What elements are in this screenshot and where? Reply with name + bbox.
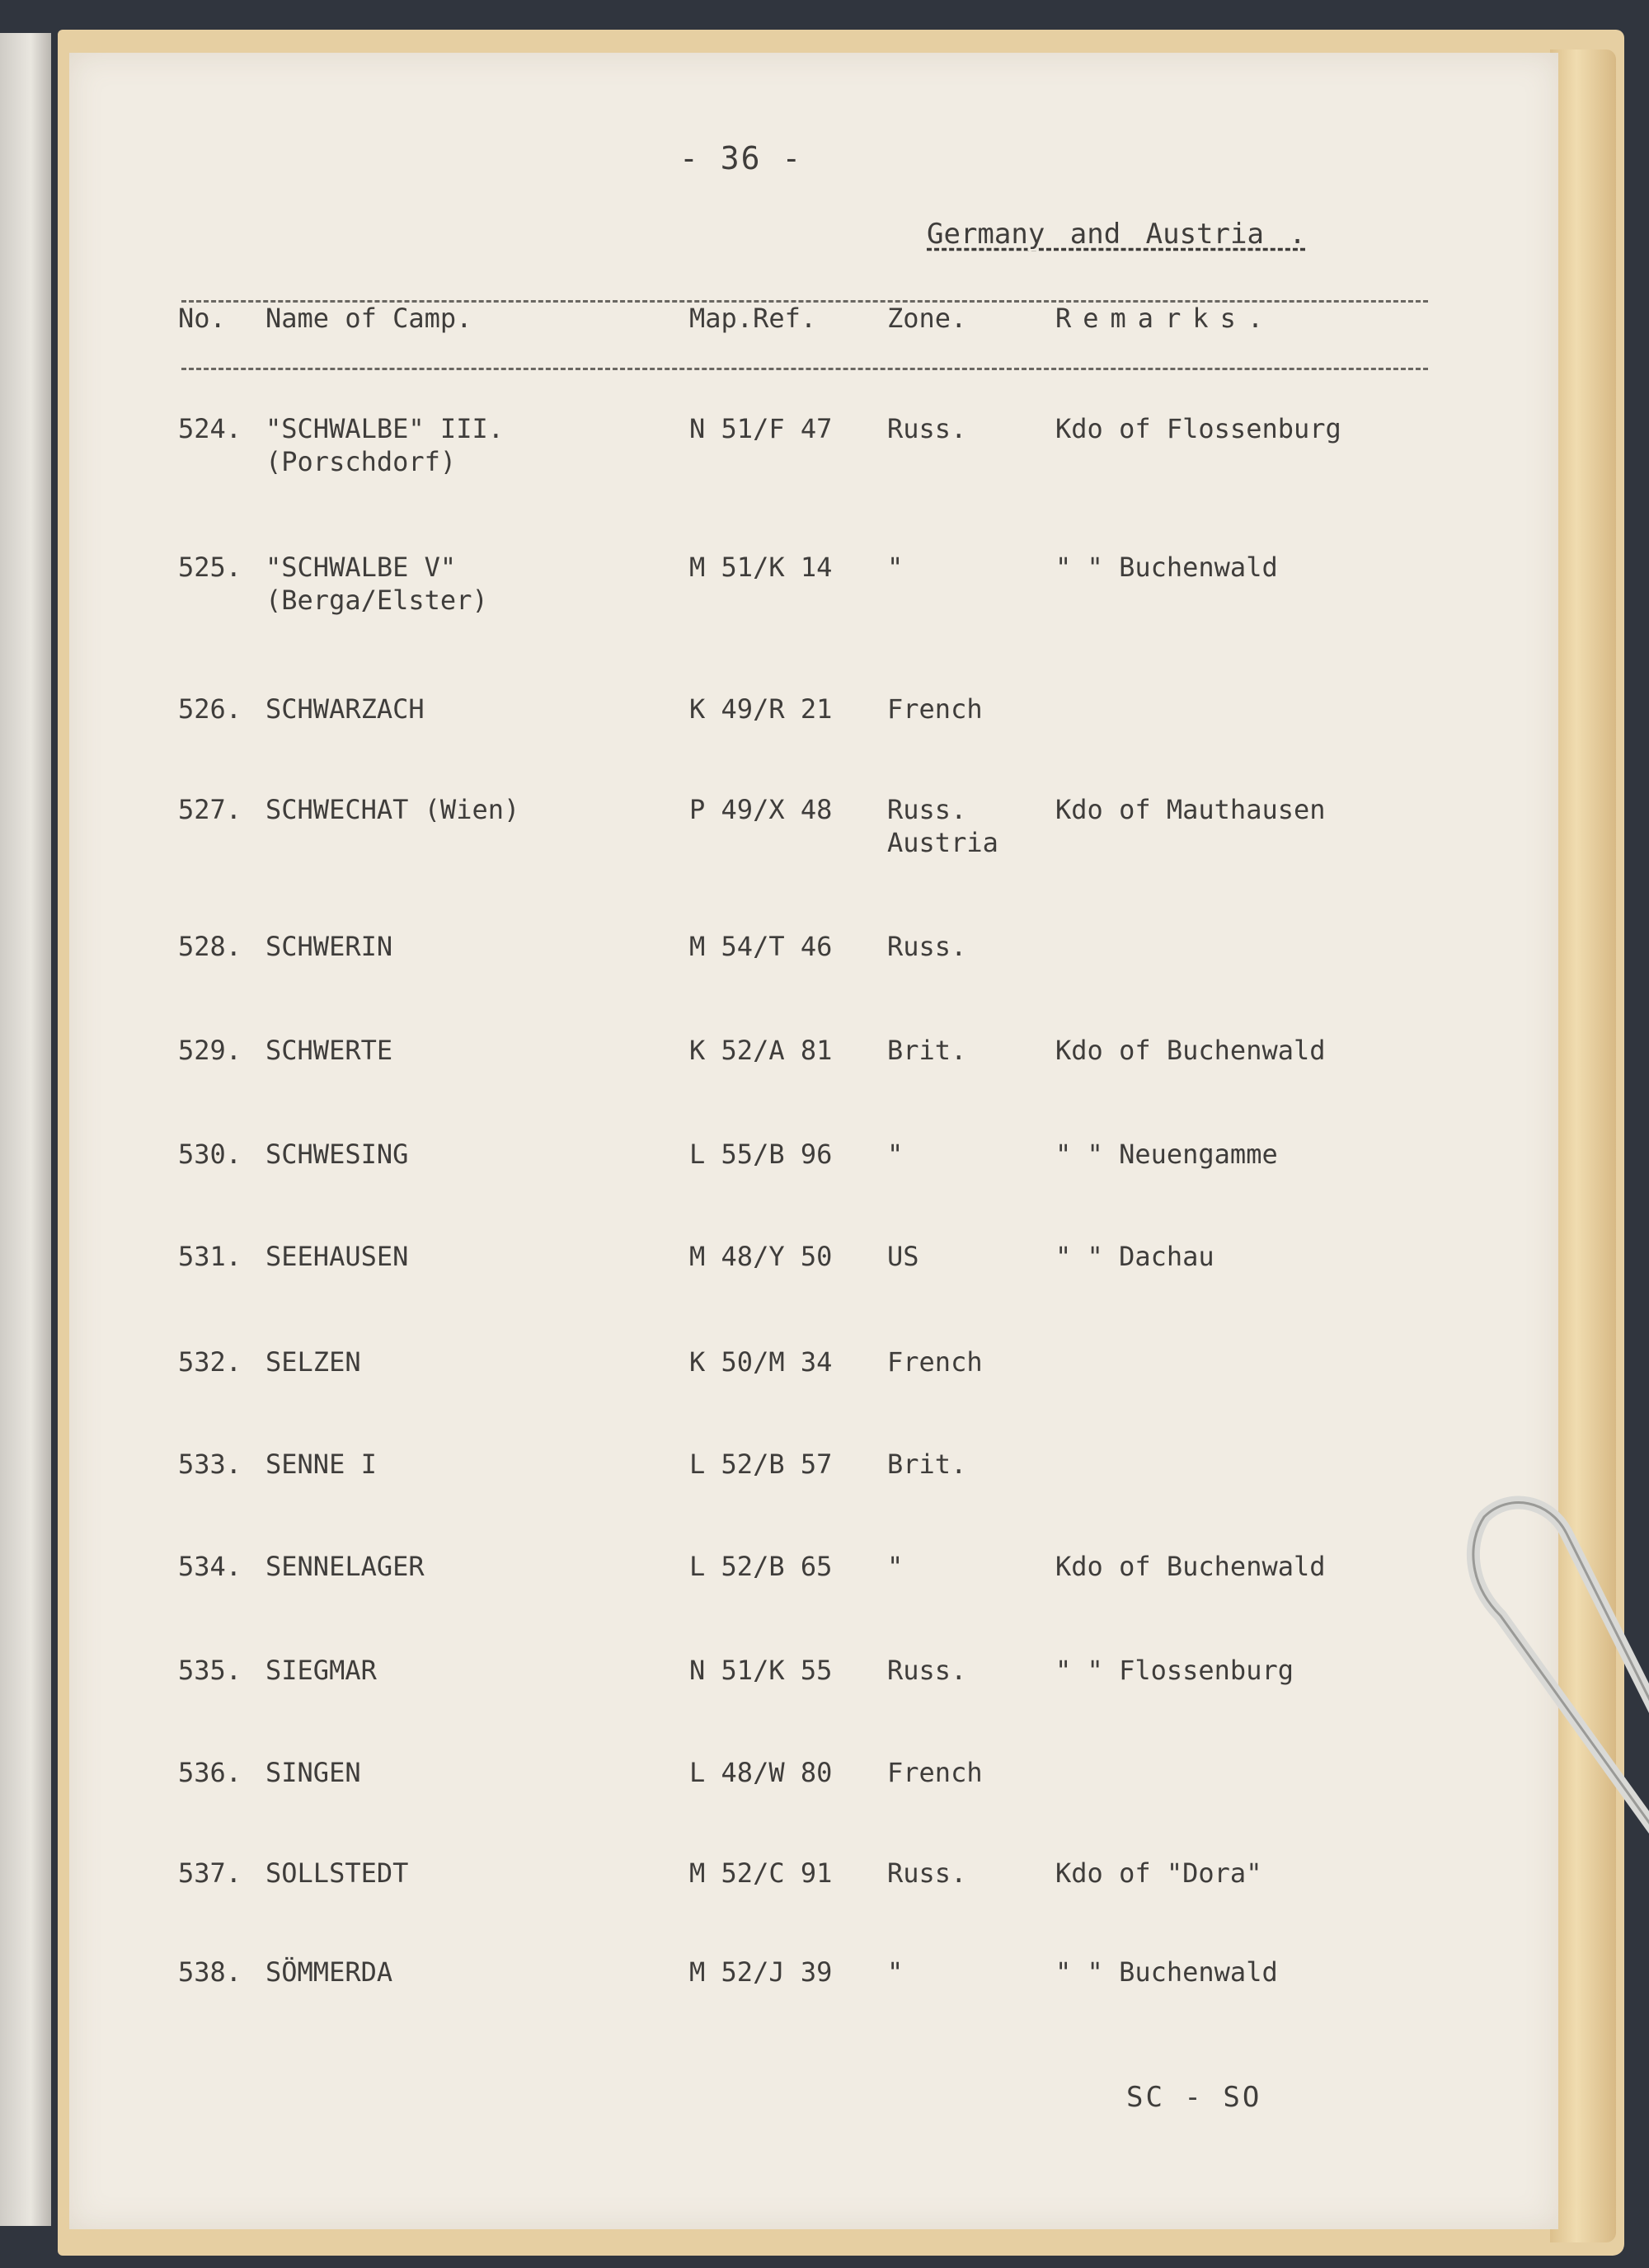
camp-name-text: SCHWECHAT (Wien): [265, 794, 520, 825]
camp-name: [265, 793, 694, 826]
camp-name-text: SOLLSTEDT: [265, 1857, 409, 1889]
header-bottom-rule: [181, 368, 1428, 370]
map-reference-text: L 48/W 80: [689, 1757, 833, 1788]
row-number: [178, 412, 242, 445]
zone-text: Russ.: [887, 794, 967, 825]
footer-code: SC - SO: [1126, 2081, 1262, 2114]
remarks-text: " " Buchenwald: [1055, 552, 1278, 583]
zone-text: ": [887, 1139, 904, 1170]
zone-text: French: [887, 693, 983, 725]
zone: [887, 1138, 1052, 1171]
zone: [887, 551, 1052, 584]
adjacent-page-edge: [0, 33, 51, 2226]
zone: [887, 1345, 1052, 1378]
camp-name: [265, 1857, 694, 1890]
zone: [887, 1756, 1052, 1789]
remarks-text: Kdo of "Dora": [1055, 1857, 1262, 1889]
map-reference-text: M 54/T 46: [689, 931, 833, 962]
row-number: [178, 1857, 242, 1890]
camp-name: [265, 1956, 694, 1989]
remarks: [1055, 551, 1484, 584]
remarks: [1055, 1654, 1484, 1687]
row-number-text: 534.: [178, 1551, 242, 1582]
remarks: [1055, 412, 1484, 445]
zone: [887, 412, 1052, 445]
remarks: [1055, 1034, 1484, 1067]
row-number: [178, 1956, 242, 1989]
remarks: [1055, 1550, 1484, 1583]
zone: [887, 930, 1052, 963]
row-number: [178, 1448, 242, 1481]
paperclip-icon: [1451, 1492, 1649, 1987]
camp-name-text: SENNE I: [265, 1449, 377, 1480]
zone-text: French: [887, 1757, 983, 1788]
camp-name: [265, 1550, 694, 1583]
row-number-text: 537.: [178, 1857, 242, 1889]
map-reference: [689, 551, 871, 584]
header-remarks: Remarks.: [1055, 303, 1276, 334]
remarks: [1055, 1240, 1484, 1273]
map-reference: [689, 930, 871, 963]
row-number: [178, 551, 242, 584]
zone: [887, 693, 1052, 725]
zone-text: Brit.: [887, 1449, 967, 1480]
row-number-text: 524.: [178, 413, 242, 444]
camp-name-text: "SCHWALBE" III.: [265, 413, 504, 444]
zone: [887, 1448, 1052, 1481]
row-number-text: 536.: [178, 1757, 242, 1788]
row-number: [178, 1345, 242, 1378]
camp-name: [265, 1756, 694, 1789]
map-reference-text: L 52/B 57: [689, 1449, 833, 1480]
camp-name: [265, 930, 694, 963]
remarks-text: Kdo of Buchenwald: [1055, 1035, 1326, 1066]
map-reference: [689, 1240, 871, 1273]
remarks-text: " " Flossenburg: [1055, 1655, 1294, 1686]
map-reference-text: M 52/C 91: [689, 1857, 833, 1889]
map-reference-text: M 51/K 14: [689, 552, 833, 583]
zone: [887, 1034, 1052, 1067]
zone: [887, 1654, 1052, 1687]
zone-text: ": [887, 1551, 904, 1582]
row-number-text: 529.: [178, 1035, 242, 1066]
camp-name-text: SÖMMERDA: [265, 1956, 393, 1988]
remarks-text: Kdo of Mauthausen: [1055, 794, 1326, 825]
map-reference: [689, 1654, 871, 1687]
map-reference: [689, 1550, 871, 1583]
map-reference-text: K 49/R 21: [689, 693, 833, 725]
zone-text: Brit.: [887, 1035, 967, 1066]
camp-name-text: "SCHWALBE V": [265, 552, 457, 583]
header-zone: Zone.: [887, 303, 967, 334]
camp-name-text: SIEGMAR: [265, 1655, 377, 1686]
map-reference-text: N 51/K 55: [689, 1655, 833, 1686]
row-number-text: 528.: [178, 931, 242, 962]
camp-name: [265, 1654, 694, 1687]
zone-text: ": [887, 552, 904, 583]
remarks-text: Kdo of Flossenburg: [1055, 413, 1341, 444]
zone-second-line: Austria: [887, 827, 998, 858]
map-reference-text: P 49/X 48: [689, 794, 833, 825]
camp-name: [265, 693, 694, 725]
row-number-text: 535.: [178, 1655, 242, 1686]
zone-text: ": [887, 1956, 904, 1988]
row-number-text: 538.: [178, 1956, 242, 1988]
row-number-text: 533.: [178, 1449, 242, 1480]
camp-name-text: SENNELAGER: [265, 1551, 425, 1582]
zone-text: US: [887, 1241, 919, 1272]
remarks-text: " " Neuengamme: [1055, 1139, 1278, 1170]
camp-name-second-line: (Berga/Elster): [265, 585, 488, 616]
map-reference-text: L 55/B 96: [689, 1139, 833, 1170]
map-reference: [689, 1956, 871, 1989]
zone: [887, 1956, 1052, 1989]
camp-name-second-line: (Porschdorf): [265, 446, 457, 477]
row-number: [178, 930, 242, 963]
header-map-ref: Map.Ref.: [689, 303, 817, 334]
zone: [887, 793, 1052, 859]
row-number: [178, 1138, 242, 1171]
header-name: Name of Camp.: [265, 303, 472, 334]
remarks: [1055, 1956, 1484, 1989]
row-number: [178, 1550, 242, 1583]
map-reference-text: K 52/A 81: [689, 1035, 833, 1066]
camp-name-text: SELZEN: [265, 1346, 361, 1378]
camp-name-text: SCHWERIN: [265, 931, 393, 962]
map-reference-text: L 52/B 65: [689, 1551, 833, 1582]
camp-name: [265, 1448, 694, 1481]
remarks-text: " " Buchenwald: [1055, 1956, 1278, 1988]
camp-name: [265, 1345, 694, 1378]
camp-name-text: SCHWESING: [265, 1139, 409, 1170]
map-reference-text: N 51/F 47: [689, 413, 833, 444]
zone-text: Russ.: [887, 1655, 967, 1686]
map-reference: [689, 1857, 871, 1890]
remarks: [1055, 1857, 1484, 1890]
zone-text: Russ.: [887, 931, 967, 962]
page-number: - 36 -: [679, 140, 803, 176]
map-reference-text: M 52/J 39: [689, 1956, 833, 1988]
zone: [887, 1550, 1052, 1583]
zone: [887, 1240, 1052, 1273]
camp-name-text: SEEHAUSEN: [265, 1241, 409, 1272]
camp-name-text: SCHWARZACH: [265, 693, 425, 725]
map-reference: [689, 412, 871, 445]
row-number-text: 526.: [178, 693, 242, 725]
zone: [887, 1857, 1052, 1890]
map-reference: [689, 793, 871, 826]
row-number-text: 530.: [178, 1139, 242, 1170]
camp-name-text: SINGEN: [265, 1757, 361, 1788]
zone-text: Russ.: [887, 413, 967, 444]
camp-name: [265, 1034, 694, 1067]
map-reference: [689, 1034, 871, 1067]
remarks-text: Kdo of Buchenwald: [1055, 1551, 1326, 1582]
header-no: No.: [178, 303, 226, 334]
map-reference: [689, 1756, 871, 1789]
map-reference: [689, 1448, 871, 1481]
row-number: [178, 793, 242, 826]
zone-text: French: [887, 1346, 983, 1378]
row-number: [178, 1034, 242, 1067]
zone-text: Russ.: [887, 1857, 967, 1889]
row-number: [178, 1654, 242, 1687]
row-number-text: 525.: [178, 552, 242, 583]
remarks-text: " " Dachau: [1055, 1241, 1214, 1272]
map-reference-text: M 48/Y 50: [689, 1241, 833, 1272]
row-number-text: 527.: [178, 794, 242, 825]
row-number-text: 532.: [178, 1346, 242, 1378]
map-reference: [689, 1345, 871, 1378]
camp-name: [265, 551, 694, 617]
remarks: [1055, 1138, 1484, 1171]
map-reference-text: K 50/M 34: [689, 1346, 833, 1378]
row-number: [178, 1756, 242, 1789]
camp-name: [265, 412, 694, 478]
camp-name: [265, 1138, 694, 1171]
map-reference: [689, 693, 871, 725]
camp-name-text: SCHWERTE: [265, 1035, 393, 1066]
camp-name: [265, 1240, 694, 1273]
row-number: [178, 1240, 242, 1273]
section-title: Germany and Austria .: [927, 218, 1306, 251]
map-reference: [689, 1138, 871, 1171]
row-number-text: 531.: [178, 1241, 242, 1272]
document-page: [69, 53, 1558, 2229]
row-number: [178, 693, 242, 725]
remarks: [1055, 793, 1484, 826]
